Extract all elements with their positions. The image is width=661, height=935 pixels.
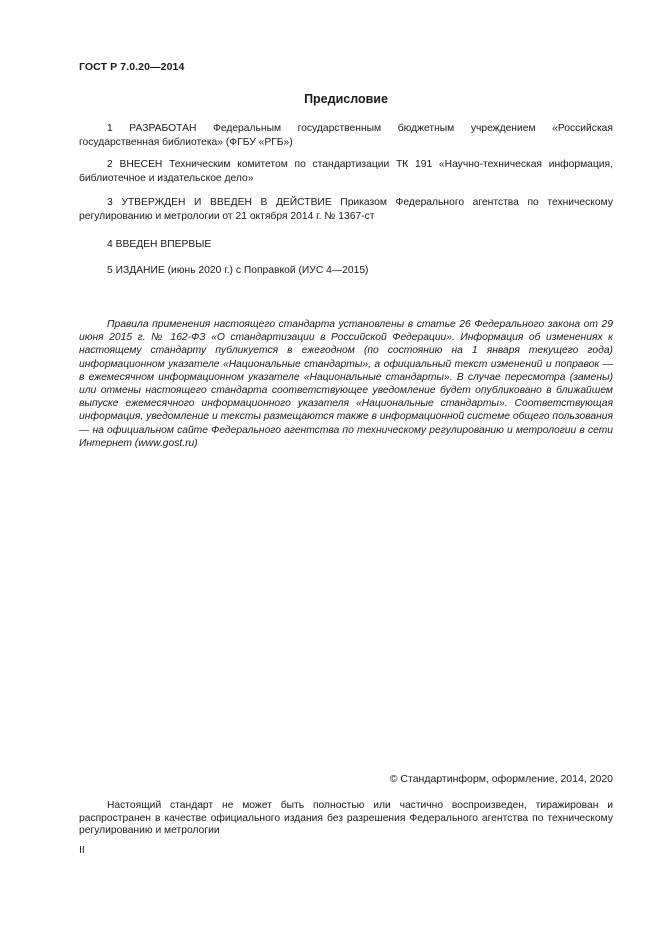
foreword-item-introduced: 2 ВНЕСЕН Техническим комитетом по стандартизации ТК 191 «Научно-техническая информация, библиотечное и издательское дело» [79,159,613,184]
page-number: II [79,844,85,856]
foreword-title: Предисловие [304,92,388,106]
foreword-item-edition: 5 ИЗДАНИЕ (июнь 2020 г.) с Поправкой (ИУС 4—2015) [107,265,369,276]
copyright-line: © Стандартинформ, оформление, 2014, 2020 [389,773,613,785]
rules-paragraph: Правила применения настоящего стандарта установлены в статье 26 Федерального закона от 29 июня 2015 г. № 162-ФЗ «О стандартизации в Российской Федерации». Информация об изменениях к настоящему стандарту публикуется в ежегодном (по состоянию на 1 января текущего года) информационном указателе «Национальные стандарты», а официальный текст изменений и поправок — в ежемесячном информационном указателе «Национальные стандарты». В случае пересмотра (замены) или отмены настоящего стандарта соответствующее уведомление будет опубликовано в ближайшем выпуске ежемесячного информационного указателя «Национальные стандарты». Соответствующая информация, уведомление и тексты размещаются также в информационной системе общего пользования — на официальном сайте Федерального агентства по техническому регулированию и метрологии в сети Интернет (www.gost.ru) [79,319,613,449]
foreword-item-developed: 1 РАЗРАБОТАН Федеральным государственным бюджетным учреждением «Российская государственная библиотека» (ФГБУ «РГБ») [79,123,613,148]
page-code: ГОСТ Р 7.0.20—2014 [79,61,185,73]
foreword-item-approved: 3 УТВЕРЖДЕН И ВВЕДЕН В ДЕЙСТВИЕ Приказом Федерального агентства по техническому регулированию и метрологии от 21 октября 2014 г. № 1367-ст [79,197,613,222]
reproduction-notice: Настоящий стандарт не может быть полностью или частично воспроизведен, тиражирован и распространен в качестве официального издания без разрешения Федерального агентства по техническому регулированию и метрологии [79,800,613,836]
foreword-item-first-time: 4 ВВЕДЕН ВПЕРВЫЕ [107,239,212,250]
